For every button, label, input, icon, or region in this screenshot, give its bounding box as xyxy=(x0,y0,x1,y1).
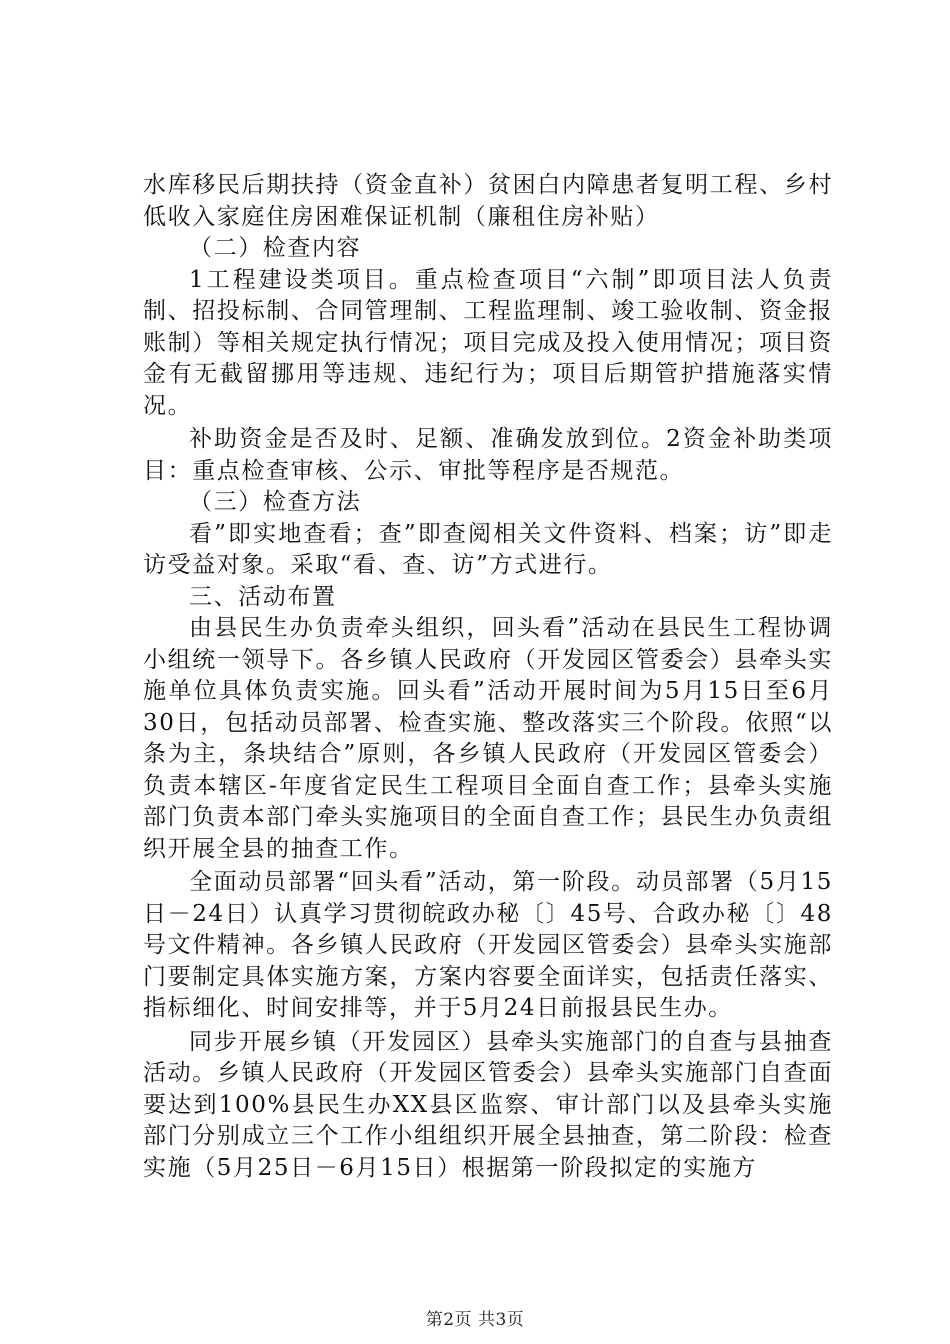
page-number-footer: 第2页 共3页 xyxy=(425,1310,525,1330)
paragraph-subsidy-projects: 补助资金是否及时、足额、准确发放到位。2资金补助类项目：重点检查审核、公示、审批等程序是否规范。 xyxy=(143,426,833,484)
paragraph-stage-two: 同步开展乡镇（开发园区）县牵头实施部门的自查与县抽查活动。乡镇人民政府（开发园区管委会）县牵头实施部门自查面要达到100%县民生办XX县区监察、审计部门以及县牵头实施部门分别成立三个工作小组组织开展全县抽查，第二阶段：检查实施（5月25日－6月15日）根据第一阶段拟定的实施方 xyxy=(143,1028,833,1181)
paragraph-1: 水库移民后期扶持（资金直补）贫困白内障患者复明工程、乡村低收入家庭住房困难保证机制（廉租住房补贴） xyxy=(143,172,833,230)
section-heading-check-method: （三）检查方法 xyxy=(189,489,362,515)
document-body xyxy=(143,170,833,1184)
section-heading-activity-arrangement: 三、活动布置 xyxy=(189,583,337,610)
paragraph-activity-arrangement: 由县民生办负责牵头组织，回头看”活动在县民生工程协调小组统一领导下。各乡镇人民政府（开发园区管委会）县牵头实施单位具体负责实施。回头看”活动开展时间为5月15日至6月30日，包括动员部署、检查实施、整改落实三个阶段。依照“以条为主，条块结合”原则，各乡镇人民政府（开发园区管委会）负责本辖区-年度省定民生工程项目全面自查工作；县牵头实施部门负责本部门牵头实施项目的全面自查工作；县民生办负责组织开展全县的抽查工作。 xyxy=(143,615,833,862)
paragraph-stage-one: 全面动员部署“回头看”活动，第一阶段。动员部署（5月15日－24日）认真学习贯彻皖政办秘〔〕45号、合政办秘〔〕48号文件精神。各乡镇人民政府（开发园区管委会）县牵头实施部门要制定具体实施方案，方案内容要全面详实，包括责任落实、指标细化、时间安排等，并于5月24日前报县民生办。 xyxy=(143,869,833,1021)
section-heading-check-content: （二）检查内容 xyxy=(189,235,362,261)
paragraph-engineering-projects: 1工程建设类项目。重点检查项目“六制”即项目法人负责制、招投标制、合同管理制、工程监理制、竣工验收制、资金报账制）等相关规定执行情况；项目完成及投入使用情况；项目资金有无截留挪用等违规、违纪行为；项目后期管护措施落实情况。 xyxy=(143,266,833,419)
paragraph-check-method: 看”即实地查看；查”即查阅相关文件资料、档案；访”即走访受益对象。采取“看、查、访”方式进行。 xyxy=(143,520,833,578)
